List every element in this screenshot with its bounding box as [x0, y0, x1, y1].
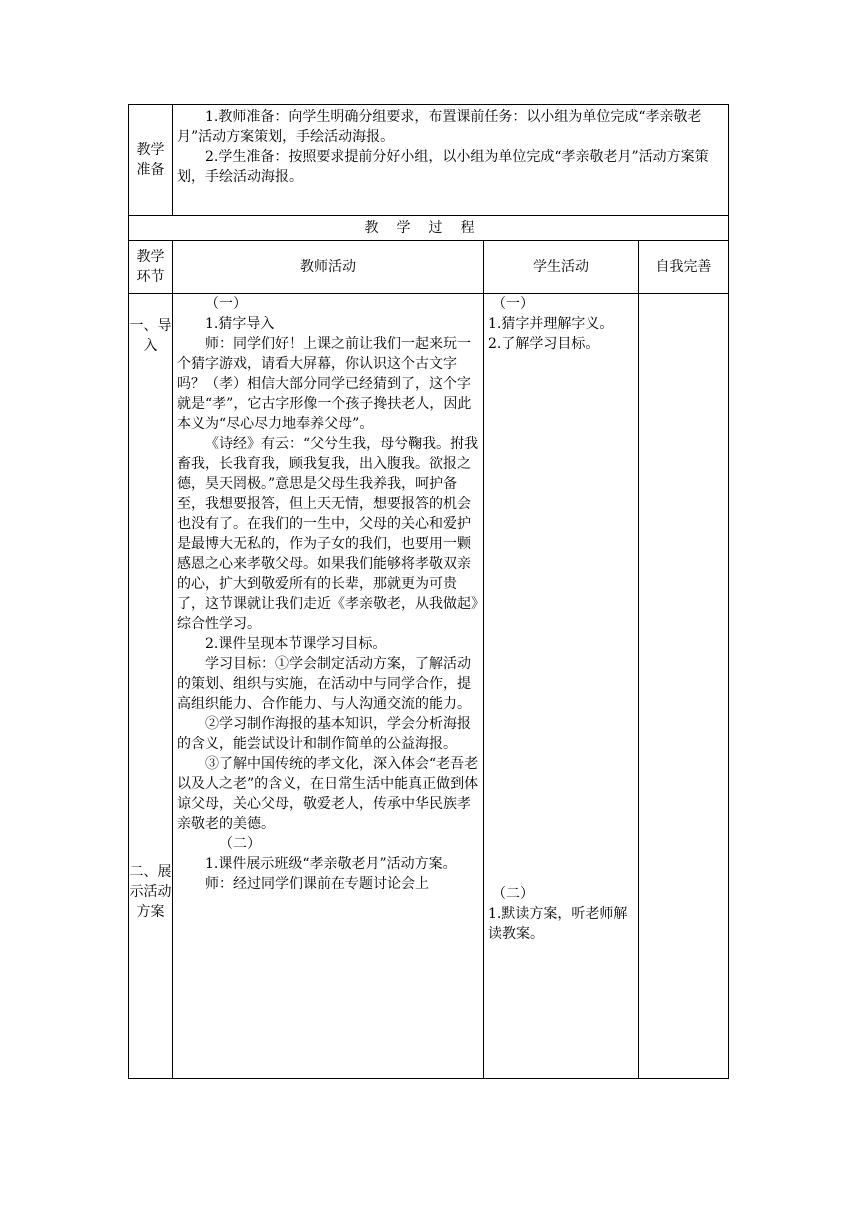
- stage-column: [129, 294, 173, 1079]
- prep-label: [129, 105, 173, 216]
- teacher-goal-2: ②学习制作海报的基本知识，学会分析海报的含义，能尝试设计和制作简单的公益海报。: [177, 716, 471, 752]
- prep-content: [173, 105, 729, 216]
- lesson-plan-table: [128, 104, 729, 1079]
- student-item-1: 1.猜字并理解字义。: [488, 316, 614, 332]
- process-title-row: [129, 216, 729, 241]
- stage-intro: 一、导入: [129, 318, 172, 354]
- header-teacher: 教师活动: [173, 241, 484, 294]
- teacher-guess-word: 1.猜字导入: [205, 316, 275, 332]
- student-item-2: 2.了解学习目标。: [488, 336, 600, 352]
- teacher-goals-intro: 2.课件呈现本节课学习目标。: [205, 636, 387, 652]
- prep-row: [129, 105, 729, 216]
- prep-label-text: 教学准备: [136, 142, 165, 178]
- header-row: [129, 241, 729, 294]
- content-row: [129, 294, 729, 1079]
- stage-show: 二、展示活动方案: [129, 864, 172, 920]
- teacher-part-two: （二）: [219, 836, 261, 852]
- student-spacer: [488, 354, 634, 884]
- teacher-speech-1: 师：同学们好！上课之前让我们一起来玩一个猜字游戏，请看大屏幕，你认识这个古文字吗？（孝）相信大部分同学已经猜到了，这个字就是“孝”，它古字形像一个孩子搀扶老人，因此本义为“尽心尽力地奉养父母”。: [177, 336, 472, 432]
- teacher-part-one: （一）: [205, 296, 247, 312]
- header-stage: 教学环节: [129, 241, 173, 294]
- teacher-goal-1: 学习目标：①学会制定活动方案，了解活动的策划、组织与实施，在活动中与同学合作，提高组织能力、合作能力、与人沟通交流的能力。: [177, 656, 471, 712]
- teacher-prep: 1.教师准备：向学生明确分组要求，布置课前任务：以小组为单位完成“孝亲敬老月”活动方案策划，手绘活动海报。: [177, 109, 702, 145]
- student-activity: [484, 294, 639, 1079]
- student-item-3: 1.默读方案，听老师解读教案。: [488, 906, 628, 942]
- self-improve-column: [639, 294, 729, 1079]
- teacher-activity: [173, 294, 484, 1079]
- teacher-speech-2: 《诗经》有云：“父兮生我，母兮鞠我。拊我畜我，长我育我，顾我复我，出入腹我。欲报之德，昊天罔极。”意思是父母生我养我，呵护备至，我想要报答，但上天无情，想要报答的机会也没有了。在我们的一生中，父母的关心和爱护是最博大无私的，作为子女的我们，也要用一颗感恩之心来孝敬父母。如果我们能够将孝敬双亲的心，扩大到敬爱所有的长辈，那就更为可贵了，这节课就让我们走近《孝亲敬老，从我做起》综合性学习。: [177, 436, 479, 632]
- student-part-one: （一）: [492, 296, 534, 312]
- student-prep: 2.学生准备：按照要求提前分好小组，以小组为单位完成“孝亲敬老月”活动方案策划，手绘活动海报。: [177, 149, 709, 185]
- student-part-two: （二）: [492, 886, 534, 902]
- lesson-plan-page: [128, 104, 728, 1079]
- process-title: 教学过程: [129, 216, 729, 241]
- stage-spacer: [129, 356, 172, 862]
- header-self: 自我完善: [639, 241, 729, 294]
- header-student: 学生活动: [484, 241, 639, 294]
- teacher-speech-3: 师：经过同学们课前在专题讨论会上: [205, 876, 429, 892]
- teacher-goal-3: ③了解中国传统的孝文化，深入体会“老吾老以及人之老”的含义，在日常生活中能真正做到体谅父母，关心父母，敬爱老人，传承中华民族孝亲敬老的美德。: [177, 756, 479, 832]
- teacher-show-plan: 1.课件展示班级“孝亲敬老月”活动方案。: [205, 856, 457, 872]
